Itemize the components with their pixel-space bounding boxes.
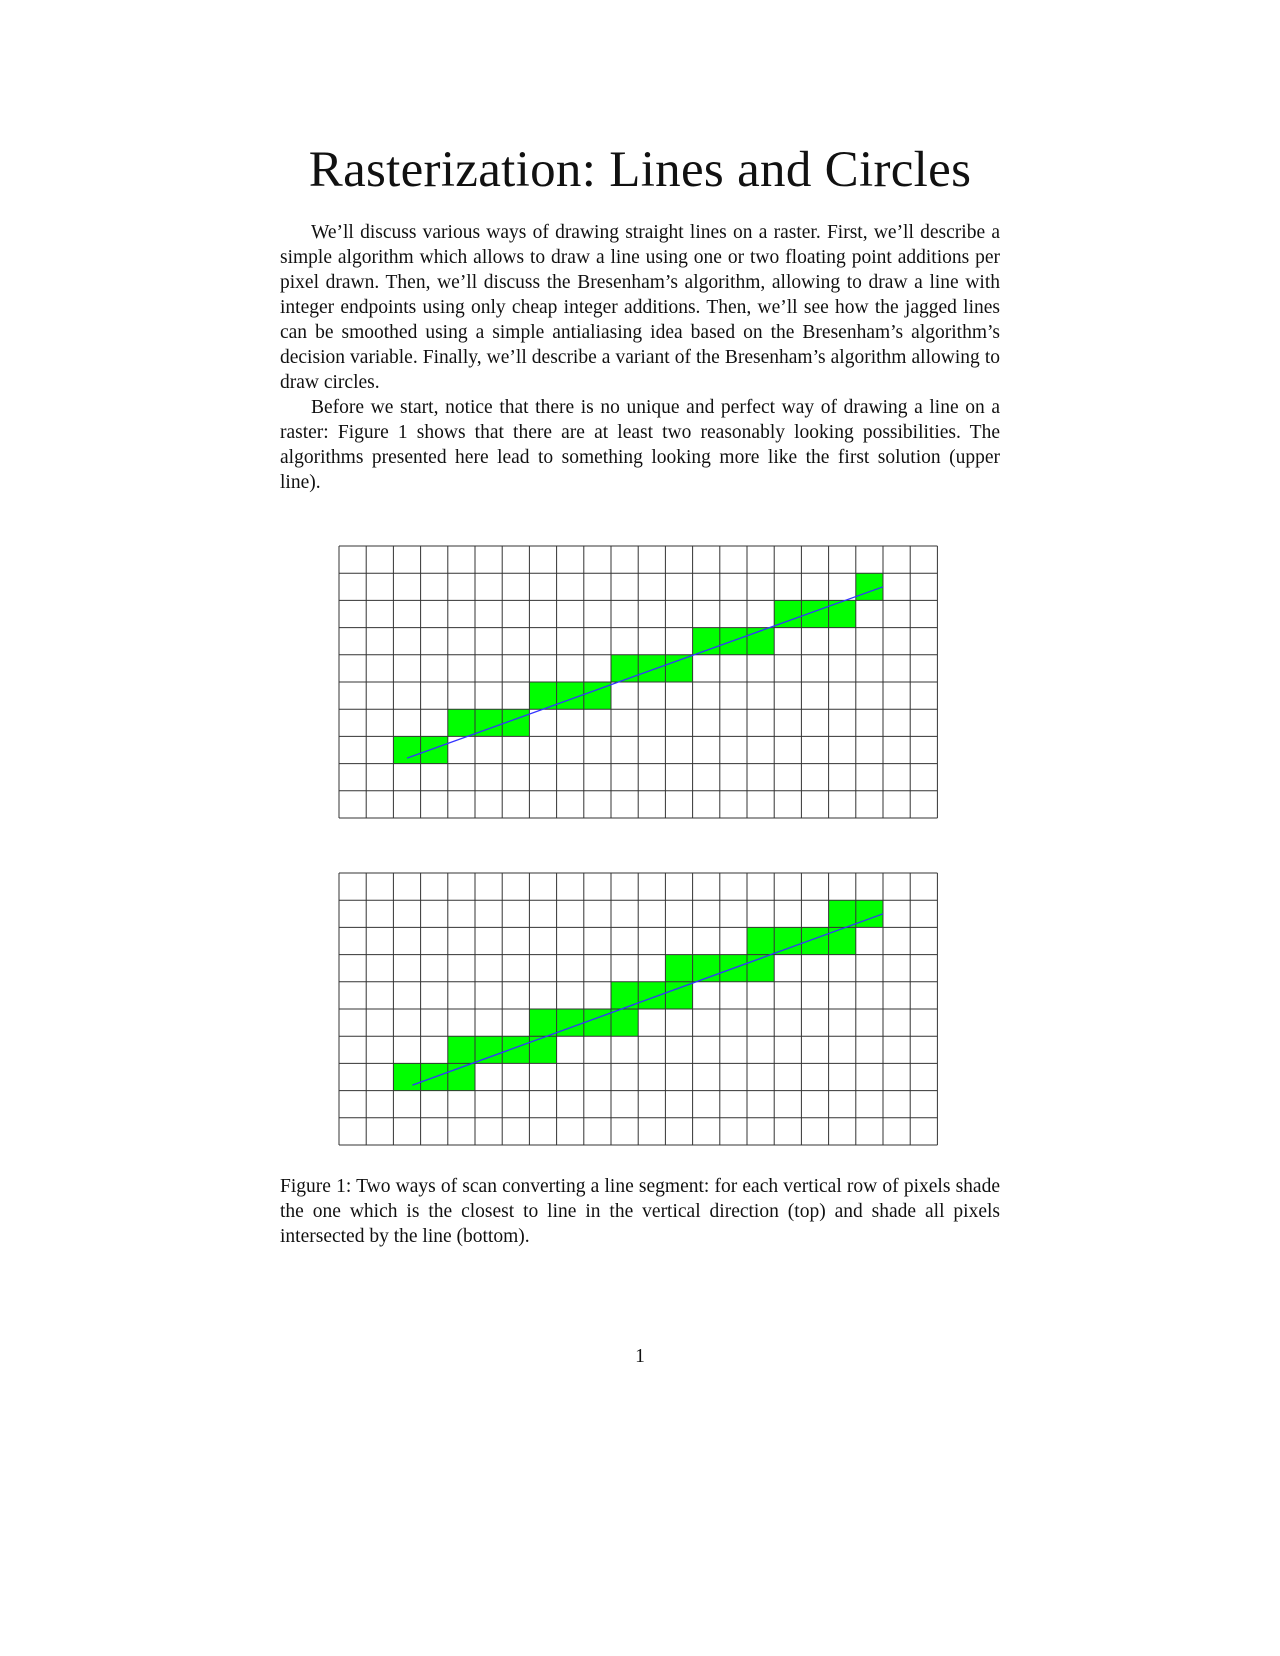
line-segment [412,914,883,1085]
filled-pixel [856,573,883,600]
figure-caption: Figure 1: Two ways of scan converting a line segment: for each vertical row of pixels shade the one which is the closest to line in the vertical direction (top) and shade all pixels intersected by the line (bottom). [280,1176,1000,1247]
figure-bottom-intersected-pixels [338,872,942,1147]
filled-pixel [774,600,801,627]
filled-pixel [448,709,475,736]
filled-pixel [557,1009,584,1036]
filled-pixel [801,927,828,954]
filled-pixel [529,1009,556,1036]
filled-pixel [747,628,774,655]
filled-pixel [529,1036,556,1063]
filled-pixel [801,600,828,627]
filled-pixel [448,1036,475,1063]
filled-pixel [393,1063,420,1090]
filled-pixel [638,655,665,682]
filled-pixel [611,655,638,682]
page-number: 1 [635,1346,645,1367]
filled-pixel [393,736,420,763]
filled-pixel [611,1009,638,1036]
filled-pixel [584,1009,611,1036]
body-text [280,220,1000,495]
filled-pixel [665,982,692,1009]
paragraph-intro: We’ll discuss various ways of drawing straight lines on a raster. First, we’ll describe a simple algorithm which allows to draw a line using one or two floating point additions per pixel drawn. Then, we’ll discuss the Bresenham’s algorithm, allowing to draw a line with integer endpoints using only cheap integer additions. Then, we’ll see how the jagged lines can be smoothed using a simple antialiasing idea based on the Bresenham’s algorithm’s decision variable. Finally, we’ll describe a variant of the Bresenham’s algorithm allowing to draw circles. [280,222,1000,393]
filled-pixel [665,955,692,982]
filled-pixel [638,982,665,1009]
filled-pixel [475,1036,502,1063]
figure-top-closest-pixel [338,545,942,820]
filled-pixel [747,927,774,954]
filled-pixel [829,900,856,927]
filled-pixel [502,1036,529,1063]
filled-pixel [421,736,448,763]
paragraph-before-start: Before we start, notice that there is no unique and perfect way of drawing a line on a raster: Figure 1 shows that there are at least two reasonably looking possibilities. The algorithms presented here lead to something looking more like the first solution (upper line). [280,397,1000,493]
page-title: Rasterization: Lines and Circles [308,142,972,198]
filled-pixel [665,655,692,682]
filled-pixel [856,900,883,927]
line-segment [407,587,883,758]
filled-pixel [774,927,801,954]
